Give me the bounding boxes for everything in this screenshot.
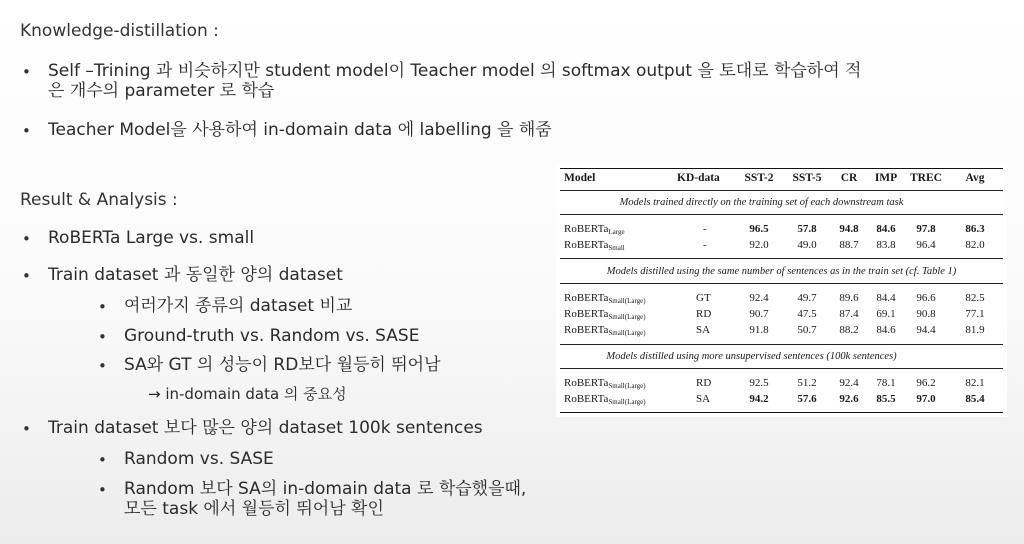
cell-value: 89.6 bbox=[839, 292, 859, 304]
bullet: • bbox=[22, 63, 31, 81]
cell-value: 82.1 bbox=[965, 377, 985, 389]
cell-value: 77.1 bbox=[965, 308, 985, 320]
table-row-kd: SA bbox=[696, 393, 711, 405]
cell-value: 87.4 bbox=[839, 308, 859, 320]
cell-value: 49.7 bbox=[797, 292, 817, 304]
kd-item-2: Teacher Model을 사용하여 in-domain data 에 labelling 을 해줌 bbox=[48, 120, 552, 140]
cell-value: 84.6 bbox=[876, 223, 896, 235]
section-title-3: Models distilled using more unsupervised sentences (100k sentences) bbox=[606, 351, 897, 362]
cell-value: 69.1 bbox=[876, 308, 896, 320]
bullet: • bbox=[98, 481, 107, 499]
table-rule bbox=[560, 283, 1003, 284]
result-item-2-sub-3: SA와 GT 의 성능이 RD보다 월등히 뛰어남 bbox=[124, 355, 441, 375]
section-title-1: Models trained directly on the training set of each downstream task bbox=[619, 197, 904, 208]
table-row-kd: - bbox=[703, 239, 707, 251]
col-header-model: Model bbox=[564, 172, 596, 184]
table-row-model: RoBERTa$_{Small(Large)}$ bbox=[564, 377, 646, 390]
result-item-3-sub-2: Random 보다 SA의 in-domain data 로 학습했을때, bbox=[124, 479, 527, 499]
kd-item-1-line2: 은 개수의 parameter 로 학습 bbox=[48, 81, 275, 101]
cell-value: 86.3 bbox=[965, 223, 985, 235]
cell-value: 97.8 bbox=[916, 223, 936, 235]
bullet: • bbox=[22, 230, 31, 248]
table-rule bbox=[560, 190, 1003, 191]
cell-value: 92.4 bbox=[749, 292, 769, 304]
table-rule bbox=[560, 344, 1003, 345]
bullet: • bbox=[98, 328, 107, 346]
cell-value: 92.6 bbox=[839, 393, 859, 405]
table-row-model: RoBERTa$_{Small(Large)}$ bbox=[564, 324, 646, 337]
cell-value: 90.8 bbox=[916, 308, 936, 320]
cell-value: 82.0 bbox=[965, 239, 985, 251]
cell-value: 94.2 bbox=[749, 393, 769, 405]
cell-value: 94.4 bbox=[916, 324, 936, 336]
result-item-2-sub-1: 여러가지 종류의 dataset 비교 bbox=[124, 296, 353, 316]
bullet: • bbox=[98, 298, 107, 316]
bullet: • bbox=[98, 451, 107, 469]
heading-result-analysis: Result & Analysis : bbox=[20, 190, 178, 210]
cell-value: 88.7 bbox=[839, 239, 859, 251]
cell-value: 85.4 bbox=[965, 393, 985, 405]
cell-value: 90.7 bbox=[749, 308, 769, 320]
col-header-sst2: SST-2 bbox=[744, 172, 774, 184]
results-table bbox=[556, 163, 1007, 417]
table-rule bbox=[560, 168, 1003, 169]
cell-value: 94.8 bbox=[839, 223, 859, 235]
cell-value: 50.7 bbox=[797, 324, 817, 336]
table-row-model: RoBERTa$_{Small}$ bbox=[564, 239, 625, 252]
result-item-2-sub-2: Ground-truth vs. Random vs. SASE bbox=[124, 326, 420, 346]
heading-knowledge-distillation: Knowledge-distillation : bbox=[20, 21, 219, 41]
result-item-3-sub-2-cont: 모든 task 에서 월등히 뛰어남 확인 bbox=[124, 499, 384, 519]
result-item-1: RoBERTa Large vs. small bbox=[48, 228, 255, 248]
table-rule bbox=[560, 412, 1003, 413]
cell-value: 82.5 bbox=[965, 292, 985, 304]
table-rule bbox=[560, 258, 1003, 259]
table-row-model: RoBERTa$_{Small(Large)}$ bbox=[564, 393, 646, 406]
table-row-kd: RD bbox=[696, 377, 712, 389]
col-header-trec: TREC bbox=[910, 172, 942, 184]
result-item-2: Train dataset 과 동일한 양의 dataset bbox=[48, 265, 343, 285]
cell-value: 51.2 bbox=[797, 377, 817, 389]
cell-value: 88.2 bbox=[839, 324, 859, 336]
cell-value: 78.1 bbox=[876, 377, 896, 389]
table-row-kd: GT bbox=[696, 292, 711, 304]
cell-value: 96.5 bbox=[749, 223, 769, 235]
table-rule bbox=[560, 214, 1003, 215]
cell-value: 91.8 bbox=[749, 324, 769, 336]
table-rule bbox=[560, 368, 1003, 369]
cell-value: 57.6 bbox=[797, 393, 817, 405]
cell-value: 84.6 bbox=[876, 324, 896, 336]
section-title-2: Models distilled using the same number of sentences as in the train set (cf. Table 1) bbox=[606, 266, 957, 277]
col-header-kd-data: KD-data bbox=[677, 172, 720, 184]
kd-item-1-line1: Self –Trining 과 비슷하지만 student model이 Teacher model 의 softmax output 을 토대로 학습하여 적 bbox=[48, 61, 862, 81]
bullet: • bbox=[98, 357, 107, 375]
col-header-imp: IMP bbox=[874, 172, 898, 184]
cell-value: 47.5 bbox=[797, 308, 817, 320]
cell-value: 97.0 bbox=[916, 393, 936, 405]
table-row-model: RoBERTa$_{Small(Large)}$ bbox=[564, 308, 646, 321]
result-item-3-sub-1: Random vs. SASE bbox=[124, 449, 274, 469]
bullet: • bbox=[22, 420, 31, 438]
cell-value: 92.0 bbox=[749, 239, 769, 251]
table-row-kd: RD bbox=[696, 308, 712, 320]
table-row-kd: - bbox=[703, 223, 707, 235]
cell-value: 92.5 bbox=[749, 377, 769, 389]
cell-value: 92.4 bbox=[839, 377, 859, 389]
cell-value: 85.5 bbox=[876, 393, 896, 405]
col-header-avg: Avg bbox=[965, 172, 985, 184]
in-domain-importance-note: → in-domain data 의 중요성 bbox=[148, 385, 347, 403]
bullet: • bbox=[22, 122, 31, 140]
table-row-model: RoBERTa$_{Large}$ bbox=[564, 223, 625, 236]
result-item-3: Train dataset 보다 많은 양의 dataset 100k sentences bbox=[48, 418, 483, 438]
table-row-model: RoBERTa$_{Small(Large)}$ bbox=[564, 292, 646, 305]
table-row-kd: SA bbox=[696, 324, 711, 336]
cell-value: 96.4 bbox=[916, 239, 936, 251]
cell-value: 83.8 bbox=[876, 239, 896, 251]
cell-value: 57.8 bbox=[797, 223, 817, 235]
bullet: • bbox=[22, 267, 31, 285]
col-header-sst5: SST-5 bbox=[792, 172, 822, 184]
cell-value: 49.0 bbox=[797, 239, 817, 251]
cell-value: 81.9 bbox=[965, 324, 985, 336]
cell-value: 96.6 bbox=[916, 292, 936, 304]
col-header-cr: CR bbox=[840, 172, 858, 184]
cell-value: 96.2 bbox=[916, 377, 936, 389]
cell-value: 84.4 bbox=[876, 292, 896, 304]
